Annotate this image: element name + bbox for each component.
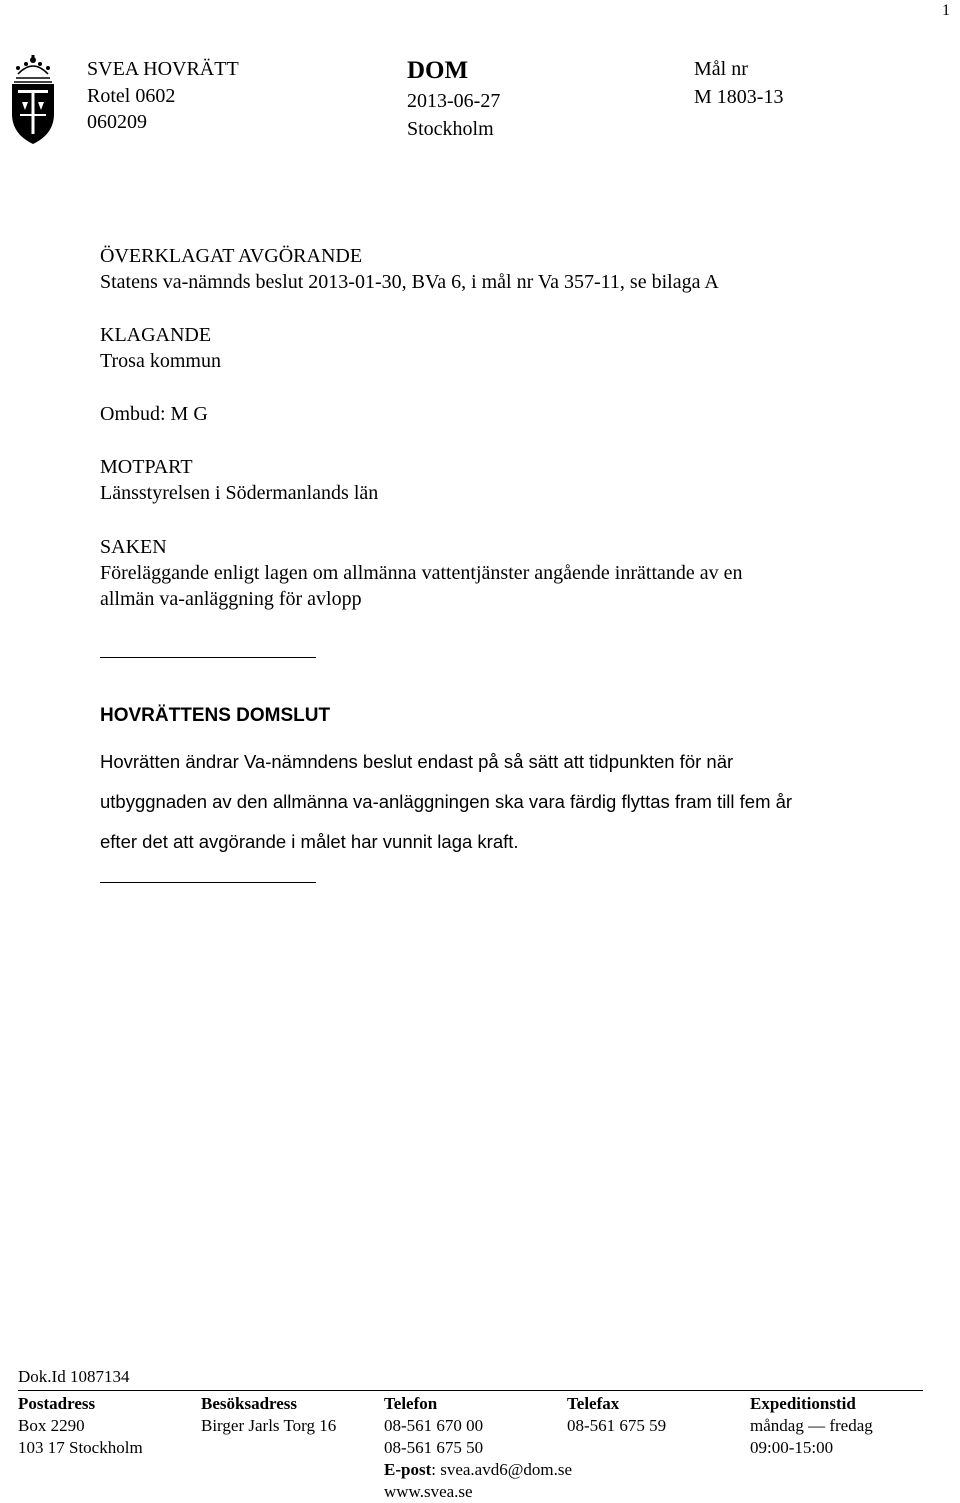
case-number: M 1803-13	[694, 86, 784, 108]
court-code: 060209	[87, 111, 147, 133]
verdict-heading: HOVRÄTTENS DOMSLUT	[100, 705, 331, 726]
footer-rule	[18, 1390, 923, 1391]
footer-value: 08-561 675 50	[384, 1438, 484, 1457]
case-info	[694, 55, 783, 111]
footer-time: 09:00-15:00	[750, 1438, 834, 1457]
section-heading: MOTPART	[100, 456, 193, 478]
section-text-line: allmän va-anläggning för avlopp	[100, 588, 362, 610]
days-from: måndag	[750, 1416, 804, 1435]
footer-email[interactable]	[384, 1459, 572, 1481]
footer-website[interactable]: www.svea.se	[384, 1482, 473, 1501]
footer-label: Besöksadress	[201, 1394, 298, 1413]
footer-value: Birger Jarls Torg 16	[201, 1416, 337, 1435]
section-heading: ÖVERKLAGAT AVGÖRANDE	[100, 245, 363, 267]
verdict-line: efter det att avgörande i målet har vunnit laga kraft.	[100, 831, 519, 852]
document-info	[407, 55, 500, 143]
footer-value: Box 2290	[18, 1416, 85, 1435]
verdict-line: Hovrätten ändrar Va-nämndens beslut endast på så sätt att tidpunkten för när	[100, 751, 734, 772]
footer-value: 103 17 Stockholm	[18, 1438, 143, 1457]
footer-label: Postadress	[18, 1394, 96, 1413]
document-type: DOM	[407, 57, 469, 84]
footer-value: 08-561 670 00	[384, 1416, 484, 1435]
section-appealed	[100, 243, 719, 295]
footer-days	[750, 1415, 873, 1437]
section-appellant	[100, 322, 221, 374]
footer-label: Telefon	[384, 1394, 438, 1413]
section-matter	[100, 534, 743, 612]
section-counterparty	[100, 454, 378, 506]
court-name: SVEA HOVRÄTT	[87, 58, 239, 80]
section-heading: SAKEN	[100, 536, 167, 558]
court-crest-icon	[4, 54, 62, 146]
footer-value: 08-561 675 59	[567, 1416, 667, 1435]
footer-postal	[18, 1393, 143, 1459]
section-text: Statens va-nämnds beslut 2013-01-30, BVa 6, i mål nr Va 357-11, se bilaga A	[100, 271, 719, 293]
section-text: Trosa kommun	[100, 350, 221, 372]
case-label: Mål nr	[694, 58, 748, 80]
document-place: Stockholm	[407, 118, 494, 140]
days-dash: —	[808, 1416, 826, 1435]
footer-label: Expeditionstid	[750, 1394, 856, 1413]
email-value: : svea.avd6@dom.se	[431, 1460, 572, 1479]
court-info	[87, 55, 239, 135]
days-to: fredag	[829, 1416, 873, 1435]
section-text-line: Föreläggande enligt lagen om allmänna vattentjänster angående inrättande av en	[100, 562, 743, 584]
appellant-agent	[100, 401, 208, 427]
footer-visit	[201, 1393, 336, 1437]
verdict-text	[100, 742, 900, 862]
page-number: 1	[942, 2, 950, 19]
verdict-line: utbyggnaden av den allmänna va-anläggningen ska vara färdig flyttas fram till fem år	[100, 791, 793, 812]
footer-label: Telefax	[567, 1394, 620, 1413]
footer-hours	[750, 1393, 873, 1459]
document-date: 2013-06-27	[407, 90, 501, 112]
divider-rule	[100, 882, 316, 883]
document-id: Dok.Id 1087134	[18, 1367, 130, 1386]
section-heading: KLAGANDE	[100, 324, 212, 346]
divider-rule	[100, 657, 316, 658]
footer-phone	[384, 1393, 572, 1503]
court-division: Rotel 0602	[87, 85, 176, 107]
footer-fax	[567, 1393, 666, 1437]
section-text: Länsstyrelsen i Södermanlands län	[100, 482, 379, 504]
email-label: E-post	[384, 1460, 432, 1479]
agent-text: Ombud: M G	[100, 403, 208, 425]
